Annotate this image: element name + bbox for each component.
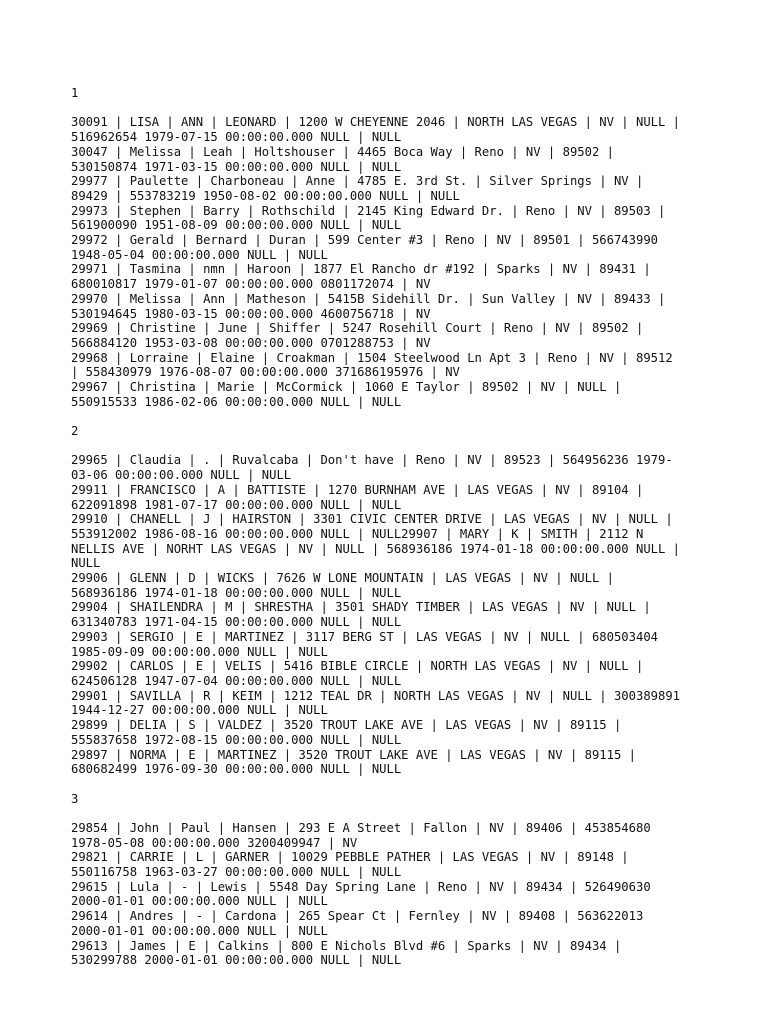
record-line: 550915533 1986-02-06 00:00:00.000 NULL | NULL (71, 394, 402, 409)
record-section (71, 792, 711, 968)
record-line: 29904 | SHAILENDRA | M | SHRESTHA | 3501 SHADY TIMBER | LAS VEGAS | NV | NULL | (71, 600, 651, 615)
record-line: 553912002 1986-08-16 00:00:00.000 NULL | NULL29907 | MARY | K | SMITH | 2112 N (71, 526, 644, 541)
record-line: 516962654 1979-07-15 00:00:00.000 NULL | NULL (71, 130, 402, 145)
record-line: 530299788 2000-01-01 00:00:00.000 NULL | NULL (71, 953, 402, 968)
record-line: 561900090 1951-08-09 00:00:00.000 NULL | NULL (71, 218, 402, 233)
record-line: 29902 | CARLOS | E | VELIS | 5416 BIBLE CIRCLE | NORTH LAS VEGAS | NV | NULL | (71, 659, 644, 674)
record-line: 29967 | Christina | Marie | McCormick | 1060 E Taylor | 89502 | NV | NULL | (71, 380, 622, 395)
record-line: NULL (71, 556, 101, 571)
document-page (71, 86, 711, 983)
record-line: 530150874 1971-03-15 00:00:00.000 NULL | NULL (71, 159, 402, 174)
record-section (71, 424, 711, 777)
record-line: 680010817 1979-01-07 00:00:00.000 0801172074 | NV (71, 277, 431, 292)
record-line: 29613 | James | E | Calkins | 800 E Nichols Blvd #6 | Sparks | NV | 89434 | (71, 938, 622, 953)
record-line: 30047 | Melissa | Leah | Holtshouser | 4465 Boca Way | Reno | NV | 89502 | (71, 144, 614, 159)
record-line: 566884120 1953-03-08 00:00:00.000 0701288753 | NV (71, 335, 431, 350)
record-line: 29903 | SERGIO | E | MARTINEZ | 3117 BERG ST | LAS VEGAS | NV | NULL | 680503404 (71, 629, 658, 644)
section-number: 3 (71, 791, 79, 806)
record-line: NELLIS AVE | NORHT LAS VEGAS | NV | NULL | 568936186 1974-01-18 00:00:00.000 NULL | (71, 541, 681, 556)
record-line: 29972 | Gerald | Bernard | Duran | 599 Center #3 | Reno | NV | 89501 | 566743990 (71, 233, 658, 248)
record-line: 89429 | 553783219 1950-08-02 00:00:00.000 NULL | NULL (71, 188, 460, 203)
record-line: 1985-09-09 00:00:00.000 NULL | NULL (71, 644, 328, 659)
record-line: 29897 | NORMA | E | MARTINEZ | 3520 TROUT LAKE AVE | LAS VEGAS | NV | 89115 | (71, 747, 636, 762)
record-line: 29901 | SAVILLA | R | KEIM | 1212 TEAL DR | NORTH LAS VEGAS | NV | NULL | 300389891 (71, 688, 681, 703)
record-line: 29615 | Lula | - | Lewis | 5548 Day Spring Lane | Reno | NV | 89434 | 526490630 (71, 879, 651, 894)
record-line: 29970 | Melissa | Ann | Matheson | 5415B Sidehill Dr. | Sun Valley | NV | 89433 | (71, 291, 666, 306)
record-line: 29899 | DELIA | S | VALDEZ | 3520 TROUT LAKE AVE | LAS VEGAS | NV | 89115 | (71, 718, 622, 733)
record-line: 568936186 1974-01-18 00:00:00.000 NULL | NULL (71, 585, 402, 600)
record-line: 2000-01-01 00:00:00.000 NULL | NULL (71, 923, 328, 938)
record-line: | 558430979 1976-08-07 00:00:00.000 371686195976 | NV (71, 365, 460, 380)
record-line: 29968 | Lorraine | Elaine | Croakman | 1504 Steelwood Ln Apt 3 | Reno | NV | 89512 (71, 350, 673, 365)
record-line: 29969 | Christine | June | Shiffer | 5247 Rosehill Court | Reno | NV | 89502 | (71, 321, 644, 336)
record-line: 1948-05-04 00:00:00.000 NULL | NULL (71, 247, 328, 262)
record-line: 550116758 1963-03-27 00:00:00.000 NULL | NULL (71, 865, 402, 879)
record-line: 29821 | CARRIE | L | GARNER | 10029 PEBBLE PATHER | LAS VEGAS | NV | 89148 | (71, 850, 629, 865)
record-section (71, 86, 711, 409)
record-line: 2000-01-01 00:00:00.000 NULL | NULL (71, 894, 328, 909)
record-line: 03-06 00:00:00.000 NULL | NULL (71, 468, 292, 483)
record-line: 29971 | Tasmina | nmn | Haroon | 1877 El Rancho dr #192 | Sparks | NV | 89431 | (71, 262, 651, 277)
record-line: 624506128 1947-07-04 00:00:00.000 NULL | NULL (71, 673, 402, 688)
record-line: 29911 | FRANCISCO | A | BATTISTE | 1270 BURNHAM AVE | LAS VEGAS | NV | 89104 | (71, 482, 644, 497)
record-line: 29910 | CHANELL | J | HAIRSTON | 3301 CIVIC CENTER DRIVE | LAS VEGAS | NV | NULL | (71, 512, 673, 527)
record-line: 29854 | John | Paul | Hansen | 293 E A Street | Fallon | NV | 89406 | 453854680 (71, 820, 651, 835)
record-line: 29906 | GLENN | D | WICKS | 7626 W LONE MOUNTAIN | LAS VEGAS | NV | NULL | (71, 571, 614, 586)
section-number: 2 (71, 424, 79, 439)
record-line: 30091 | LISA | ANN | LEONARD | 1200 W CHEYENNE 2046 | NORTH LAS VEGAS | NV | NULL | (71, 115, 681, 130)
record-line: 555837658 1972-08-15 00:00:00.000 NULL | NULL (71, 732, 402, 747)
record-line: 1944-12-27 00:00:00.000 NULL | NULL (71, 703, 328, 718)
record-line: 1978-05-08 00:00:00.000 3200409947 | NV (71, 835, 358, 850)
record-line: 29614 | Andres | - | Cardona | 265 Spear Ct | Fernley | NV | 89408 | 563622013 (71, 909, 644, 924)
record-line: 530194645 1980-03-15 00:00:00.000 4600756718 | NV (71, 306, 431, 321)
record-line: 29965 | Claudia | . | Ruvalcaba | Don't have | Reno | NV | 89523 | 564956236 1979- (71, 453, 673, 468)
section-number: 1 (71, 86, 79, 100)
record-line: 29977 | Paulette | Charboneau | Anne | 4785 E. 3rd St. | Silver Springs | NV | (71, 174, 644, 189)
record-line: 622091898 1981-07-17 00:00:00.000 NULL | NULL (71, 497, 402, 512)
record-line: 680682499 1976-09-30 00:00:00.000 NULL | NULL (71, 762, 402, 777)
record-line: 631340783 1971-04-15 00:00:00.000 NULL | NULL (71, 615, 402, 630)
record-line: 29973 | Stephen | Barry | Rothschild | 2145 King Edward Dr. | Reno | NV | 89503 | (71, 203, 666, 218)
